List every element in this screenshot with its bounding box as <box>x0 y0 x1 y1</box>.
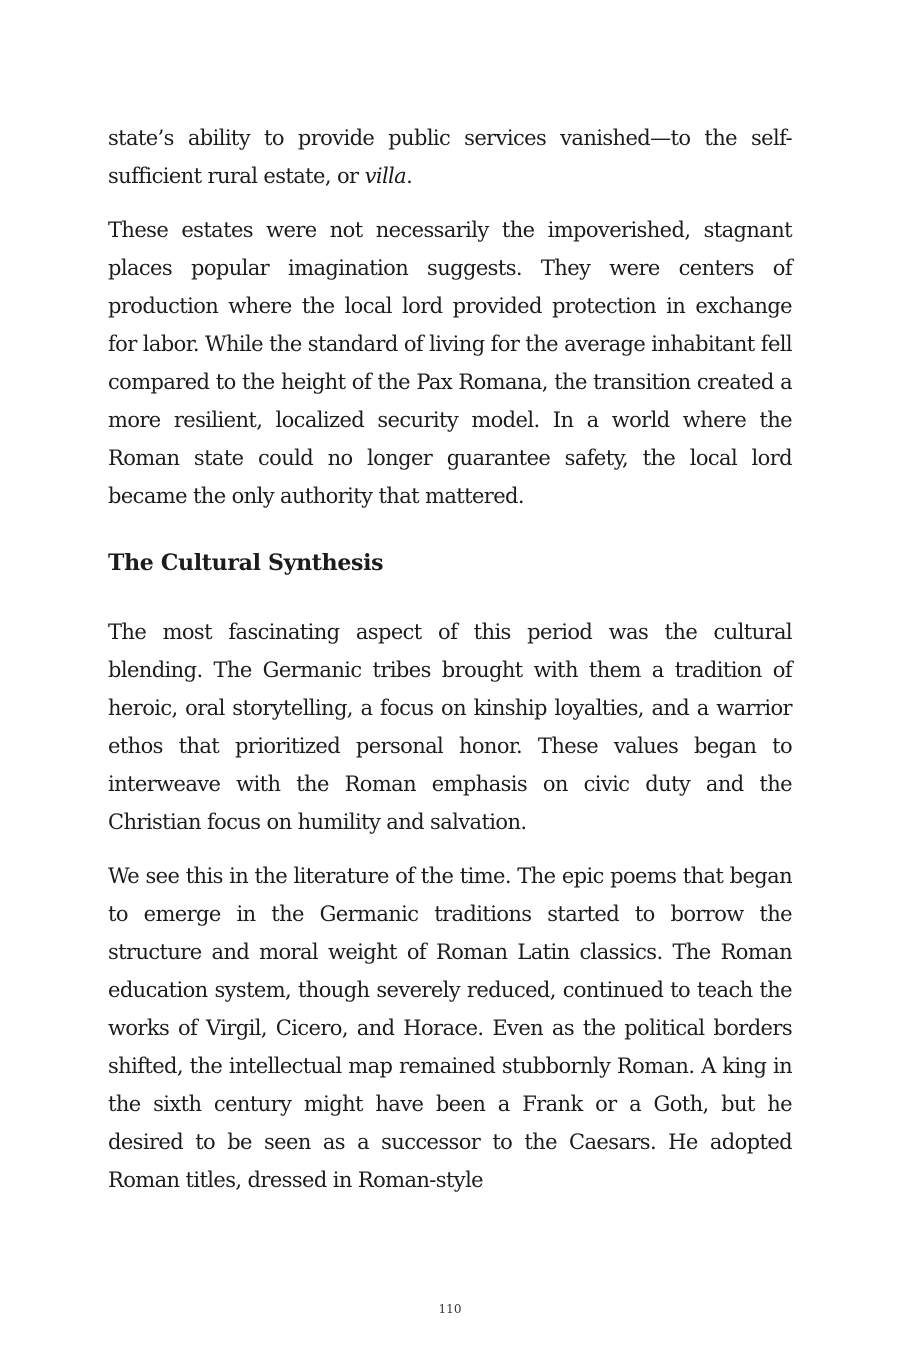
paragraph-cultural-blending: The most fascinating aspect of this period was the cultural blending. The Germanic tribes brought with them a tradition of heroic, oral storytelling, a focus on kinship loyalties, and a warrior ethos that prioritized personal honor. These values began to interweave with the Roman emphasis on civic duty and the Christian focus on humility and salvation. <box>108 620 792 834</box>
paragraph-villa-text: state’s ability to provide public services vanished—to the self-sufficient rural estate, or <box>108 126 792 188</box>
page-number: 110 <box>438 1302 462 1316</box>
villa-italic: villa <box>364 164 407 188</box>
paragraph-villa <box>108 119 792 195</box>
section-heading: The Cultural Synthesis <box>108 550 384 576</box>
page-body <box>108 119 792 1199</box>
paragraph-estates: These estates were not necessarily the impoverished, stagnant places popular imagination suggests. They were centers of production where the local lord provided protection in exchange for labor. While the standard of living for the average inhabitant fell compared to the height of the Pax Romana, the transition created a more resilient, localized security model. In a world where the Roman state could no longer guarantee safety, the local lord became the only authority that mattered. <box>108 218 792 508</box>
paragraph-villa-end: . <box>406 164 413 188</box>
paragraph-literature: We see this in the literature of the time. The epic poems that began to emerge in the Germanic traditions started to borrow the structure and moral weight of Roman Latin classics. The Roman education system, though severely reduced, continued to teach the works of Virgil, Cicero, and Horace. Even as the political borders shifted, the intellectual map remained stubbornly Roman. A king in the sixth century might have been a Frank or a Goth, but he desired to be seen as a successor to the Caesars. He adopted Roman titles, dressed in Roman-style <box>108 864 792 1192</box>
